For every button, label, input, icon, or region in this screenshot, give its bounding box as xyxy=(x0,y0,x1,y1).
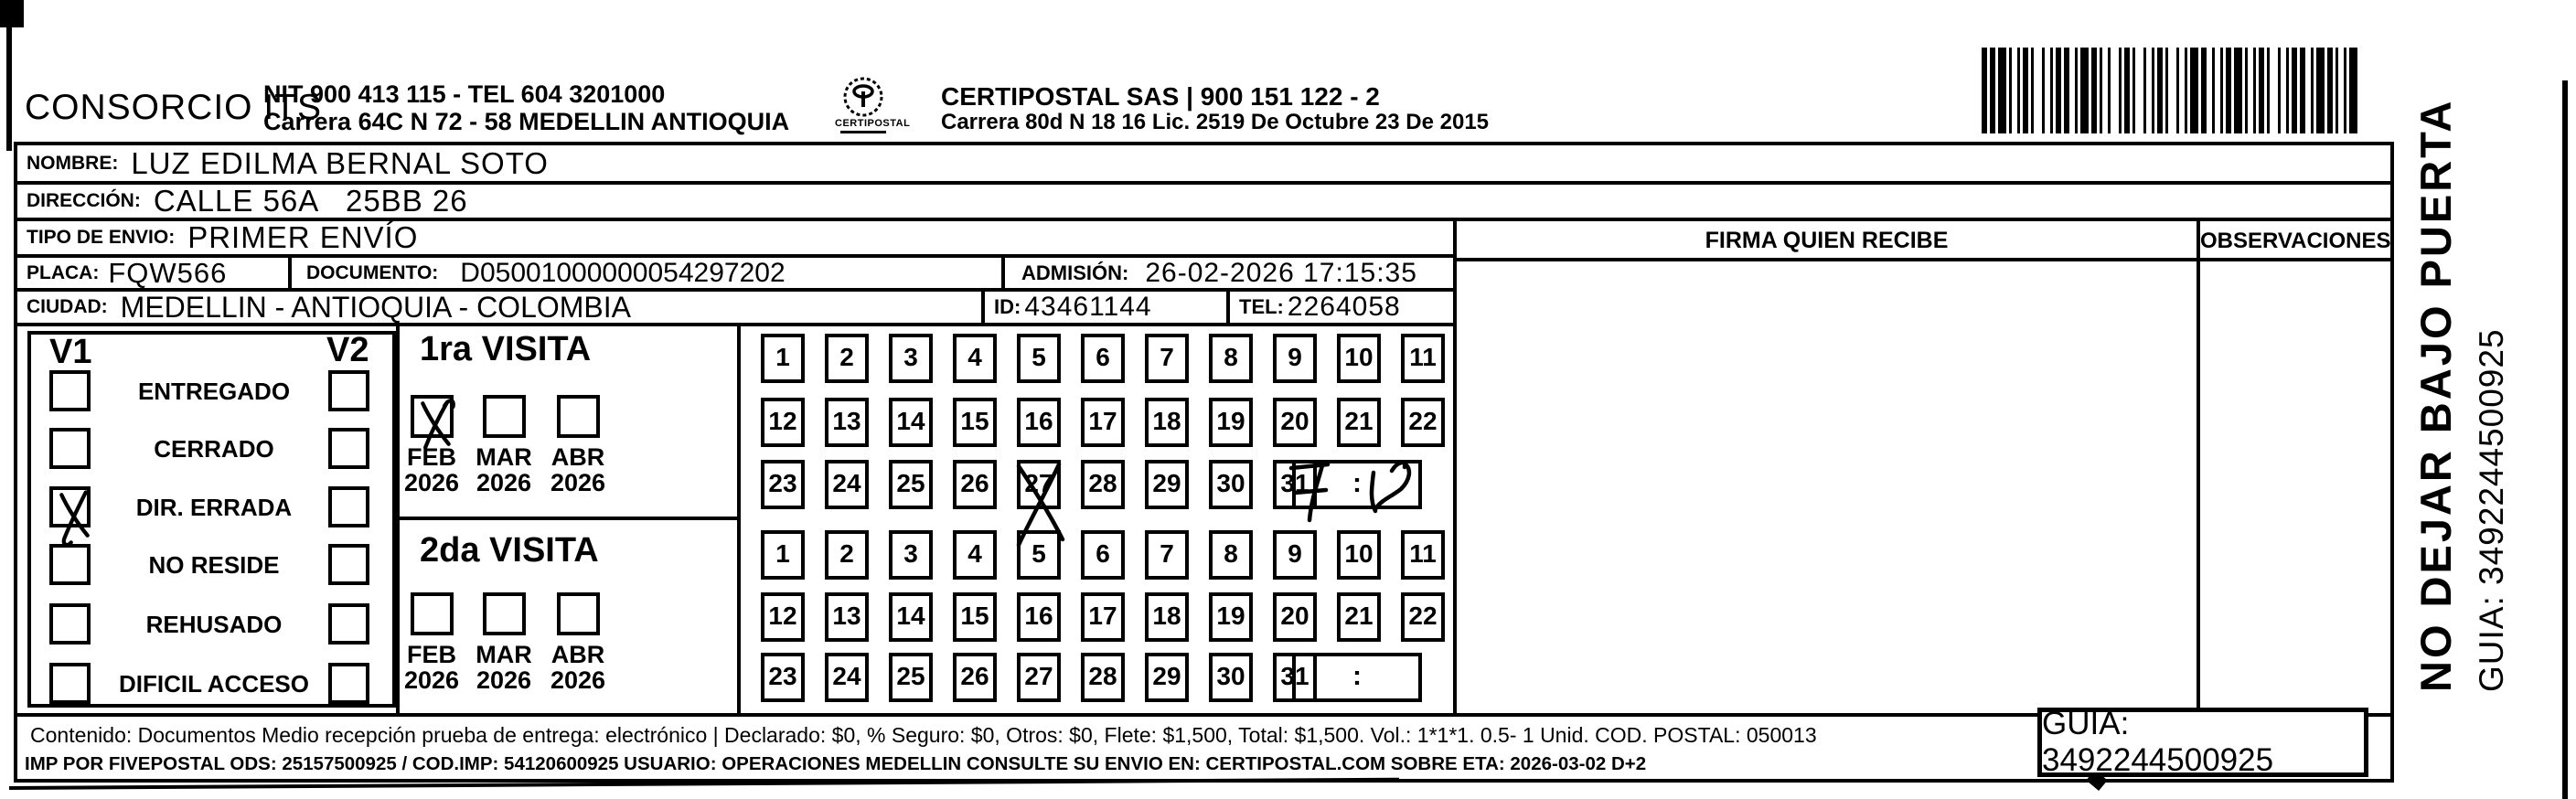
signature-observations-region xyxy=(1453,218,2394,717)
day-cell-8: 8 xyxy=(1209,334,1253,383)
firma-header: FIRMA QUIEN RECIBE xyxy=(1705,228,1949,253)
barcode-bar xyxy=(2357,48,2363,133)
status-option-label: NO RESIDE xyxy=(148,551,280,579)
day-cell-19: 19 xyxy=(1209,592,1253,642)
month-unit xyxy=(472,592,536,693)
barcode xyxy=(1982,48,2377,133)
ciudad-cell xyxy=(17,292,985,323)
day-cell-18: 18 xyxy=(1145,398,1189,447)
barcode-bar xyxy=(2080,48,2089,133)
day-cell-29: 29 xyxy=(1145,653,1189,702)
company-address-line: Carrera 64C N 72 - 58 MEDELLIN ANTIOQUIA xyxy=(263,108,790,135)
tipo-envio-value: PRIMER ENVÍO xyxy=(187,220,419,254)
day-cell-25: 25 xyxy=(889,653,933,702)
placa-value: FQW566 xyxy=(108,256,228,289)
day-cell-12: 12 xyxy=(761,398,805,447)
v1-checkbox xyxy=(49,486,91,527)
tel-label: TEL: xyxy=(1239,295,1284,318)
admision-value: 26-02-2026 17:15:35 xyxy=(1145,257,1417,288)
footer-imp-line: IMP POR FIVEPOSTAL ODS: 25157500925 / COD.IMP: 54120600925 USUARIO: OPERACIONES MEDELLIN CONSULTE SU ENVIO EN: CERTIPOSTAL.COM SOBRE ETA: 2026-03-02 D+2 xyxy=(25,753,1647,774)
row-ciudad-id-tel xyxy=(14,288,1457,326)
day-cell-9: 9 xyxy=(1273,334,1317,383)
day-cell-7: 7 xyxy=(1145,334,1189,383)
status-option-label: CERRADO xyxy=(154,435,274,463)
v2-checkbox xyxy=(328,603,369,645)
first-visit-months xyxy=(396,395,741,516)
status-option-label: DIFICIL ACCESO xyxy=(118,670,309,698)
day-cell-11: 11 xyxy=(1401,530,1445,580)
day-cell-18: 18 xyxy=(1145,592,1189,642)
scan-right-edge-line xyxy=(2562,80,2568,799)
status-option-row xyxy=(31,486,392,530)
barcode-bar xyxy=(2135,48,2143,133)
day-cell-24: 24 xyxy=(825,653,869,702)
company-nit-line: NIT 900 413 115 - TEL 604 3201000 xyxy=(263,80,666,108)
day-cell-13: 13 xyxy=(825,398,869,447)
month-label: ABR xyxy=(550,641,605,668)
day-cell-16: 16 xyxy=(1017,398,1061,447)
placa-cell xyxy=(17,258,292,288)
day-cell-3: 3 xyxy=(889,334,933,383)
footer-guia-label: GUIA: 3492244500925 xyxy=(2042,706,2274,778)
day-cell-26: 26 xyxy=(953,460,997,509)
status-option-row xyxy=(31,428,392,472)
second-visit-title: 2da VISITA xyxy=(420,531,599,570)
day-cell-8: 8 xyxy=(1209,530,1253,580)
footer-guia-box xyxy=(2037,708,2368,777)
side-note-line1: NO DEJAR BAJO PUERTA xyxy=(2411,98,2460,692)
month-checkbox-feb xyxy=(411,592,454,635)
barcode-bar xyxy=(2034,48,2042,133)
day-cell-13: 13 xyxy=(825,592,869,642)
first-visit-title: 1ra VISITA xyxy=(420,330,592,368)
handwritten-time-mark xyxy=(1282,449,1425,526)
observations-divider xyxy=(2197,221,2200,713)
day-cell-15: 15 xyxy=(953,398,997,447)
v2-checkbox xyxy=(328,663,369,704)
signature-header-strip xyxy=(1457,221,2390,261)
year-label: 2026 xyxy=(550,666,606,694)
ciudad-label: CIUDAD: xyxy=(27,296,108,317)
day-cell-21: 21 xyxy=(1337,592,1381,642)
barcode-bar xyxy=(2349,48,2357,133)
barcode-bar xyxy=(2270,48,2278,133)
year-label: 2026 xyxy=(476,469,532,496)
month-label: ABR xyxy=(550,443,605,471)
year-label: 2026 xyxy=(403,469,460,496)
row-nombre xyxy=(14,142,2394,185)
day-cell-22: 22 xyxy=(1401,592,1445,642)
scan-corner-mark xyxy=(0,0,24,27)
barcode-bar xyxy=(1998,48,2006,133)
visit-time-box: : xyxy=(1292,460,1422,509)
day-cell-14: 14 xyxy=(889,592,933,642)
month-label: MAR xyxy=(476,443,532,471)
status-option-label: REHUSADO xyxy=(145,611,283,638)
postal-name-line: CERTIPOSTAL SAS | 900 151 122 - 2 xyxy=(941,82,1380,111)
barcode-bar xyxy=(2111,48,2119,133)
month-checkbox-abr xyxy=(557,592,600,635)
day-cell-23: 23 xyxy=(761,653,805,702)
day-cell-12: 12 xyxy=(761,592,805,642)
status-option-label: ENTREGADO xyxy=(137,378,291,405)
status-option-row xyxy=(31,663,392,707)
logo-fine-print-illegible xyxy=(840,131,886,133)
day-cell-28: 28 xyxy=(1081,460,1125,509)
day-cell-7: 7 xyxy=(1145,530,1189,580)
year-label: 2026 xyxy=(476,666,532,694)
observaciones-header: OBSERVACIONES xyxy=(2200,229,2391,253)
day-cell-6: 6 xyxy=(1081,334,1125,383)
year-label: 2026 xyxy=(403,666,460,694)
day-cell-2: 2 xyxy=(825,334,869,383)
signature-blank-area xyxy=(1457,261,2193,713)
day-cell-5: 5 xyxy=(1017,334,1061,383)
month-label: FEB xyxy=(407,641,456,668)
day-cell-31: 31 xyxy=(1273,460,1317,509)
v1-checkbox xyxy=(49,544,91,585)
day-cell-24: 24 xyxy=(825,460,869,509)
direccion-value: CALLE 56A 25BB 26 xyxy=(153,184,468,218)
day-cell-21: 21 xyxy=(1337,398,1381,447)
barcode-bar xyxy=(2234,48,2242,133)
barcode-bar xyxy=(2316,48,2325,133)
v1-checkbox xyxy=(49,663,91,704)
month-checkbox-feb xyxy=(411,395,454,438)
id-cell xyxy=(985,292,1230,323)
nombre-value: LUZ EDILMA BERNAL SOTO xyxy=(131,145,549,180)
visit-status-panel xyxy=(27,331,396,708)
status-option-row xyxy=(31,370,392,414)
day-cell-26: 26 xyxy=(953,653,997,702)
logo-caption: CERTIPOSTAL xyxy=(835,118,911,129)
day-cell-29: 29 xyxy=(1145,460,1189,509)
day-cell-30: 30 xyxy=(1209,460,1253,509)
day-cell-28: 28 xyxy=(1081,653,1125,702)
day-cell-6: 6 xyxy=(1081,530,1125,580)
tipo-envio-label: TIPO DE ENVIO: xyxy=(27,227,176,248)
barcode-bar xyxy=(2168,48,2176,133)
day-cell-17: 17 xyxy=(1081,592,1125,642)
day-cell-15: 15 xyxy=(953,592,997,642)
month-checkbox-mar xyxy=(483,592,526,635)
day-cell-1: 1 xyxy=(761,530,805,580)
ciudad-value: MEDELLIN - ANTIOQUIA - COLOMBIA xyxy=(120,290,631,324)
footer-contenido-line: Contenido: Documentos Medio recepción prueba de entrega: electrónico | Declarado: $0, % Seguro: $0, Otros: $0, Flete: $1,500, Total: $1,500. Vol.: 1*1*1. 0.5- 1 Unid. COD. POSTAL: 050013 xyxy=(30,723,1817,747)
documento-cell xyxy=(292,258,1005,288)
day-cell-1: 1 xyxy=(761,334,805,383)
row-placa-documento-admision xyxy=(14,254,1457,292)
certipostal-logo-icon xyxy=(837,76,890,118)
day-cell-25: 25 xyxy=(889,460,933,509)
month-label: MAR xyxy=(476,641,532,668)
v1-checkbox xyxy=(49,370,91,411)
month-checkbox-mar xyxy=(483,395,526,438)
row-tipo-envio xyxy=(14,218,1457,258)
status-option-row xyxy=(31,544,392,588)
day-cell-9: 9 xyxy=(1273,530,1317,580)
v2-checkbox xyxy=(328,428,369,469)
day-cell-27: 27 xyxy=(1017,653,1061,702)
company-name: CONSORCIO ITS xyxy=(25,88,323,127)
month-label: FEB xyxy=(407,443,456,471)
direccion-label: DIRECCIÓN: xyxy=(27,190,141,211)
month-unit xyxy=(472,395,536,495)
v1-checkbox xyxy=(49,428,91,469)
day-cell-31: 31 xyxy=(1273,653,1317,702)
id-value: 43461144 xyxy=(1024,292,1152,322)
admision-cell xyxy=(1005,258,1453,288)
day-cell-17: 17 xyxy=(1081,398,1125,447)
day-cell-4: 4 xyxy=(953,530,997,580)
day-cell-22: 22 xyxy=(1401,398,1445,447)
day-cell-14: 14 xyxy=(889,398,933,447)
day-cell-10: 10 xyxy=(1337,334,1381,383)
day-cell-19: 19 xyxy=(1209,398,1253,447)
id-label: ID: xyxy=(994,295,1021,318)
day-cell-3: 3 xyxy=(889,530,933,580)
certipostal-logo xyxy=(835,76,911,138)
tel-cell xyxy=(1230,292,1453,323)
v1-header: V1 xyxy=(49,333,92,371)
day-cell-11: 11 xyxy=(1401,334,1445,383)
day-cell-2: 2 xyxy=(825,530,869,580)
scan-left-edge-line xyxy=(6,0,12,151)
day-cell-20: 20 xyxy=(1273,398,1317,447)
documento-label: DOCUMENTO: xyxy=(306,261,439,283)
placa-label: PLACA: xyxy=(27,261,100,283)
visit-time-box: : xyxy=(1292,653,1422,702)
v2-header: V2 xyxy=(326,331,369,369)
side-note-line2: GUIA: 3492244500925 xyxy=(2473,328,2510,692)
day-cell-23: 23 xyxy=(761,460,805,509)
day-cell-16: 16 xyxy=(1017,592,1061,642)
status-options xyxy=(31,335,392,704)
day-cell-4: 4 xyxy=(953,334,997,383)
tel-value: 2264058 xyxy=(1287,292,1401,322)
day-cell-5: 5 xyxy=(1017,530,1061,580)
status-option-label: DIR. ERRADA xyxy=(135,494,293,521)
barcode-bar xyxy=(2190,48,2198,133)
row-direccion xyxy=(14,181,2394,221)
nombre-label: NOMBRE: xyxy=(27,152,119,174)
day-cell-10: 10 xyxy=(1337,530,1381,580)
second-visit-months xyxy=(396,592,741,713)
documento-value: D05001000000054297202 xyxy=(460,257,786,288)
month-unit xyxy=(546,592,610,693)
postal-address-line: Carrera 80d N 18 16 Lic. 2519 De Octubre 23 De 2015 xyxy=(941,110,1490,134)
v2-checkbox xyxy=(328,486,369,527)
month-checkbox-abr xyxy=(557,395,600,438)
side-note xyxy=(2407,100,2518,692)
v1-checkbox xyxy=(49,603,91,645)
month-unit xyxy=(400,395,464,495)
year-label: 2026 xyxy=(550,469,606,496)
day-cell-27: 27 xyxy=(1017,460,1061,509)
v2-checkbox xyxy=(328,370,369,411)
day-cell-30: 30 xyxy=(1209,653,1253,702)
day-cell-20: 20 xyxy=(1273,592,1317,642)
status-option-row xyxy=(31,603,392,647)
month-unit xyxy=(400,592,464,693)
admision-label: ADMISIÓN: xyxy=(1021,261,1129,284)
month-unit xyxy=(546,395,610,495)
v2-checkbox xyxy=(328,544,369,585)
